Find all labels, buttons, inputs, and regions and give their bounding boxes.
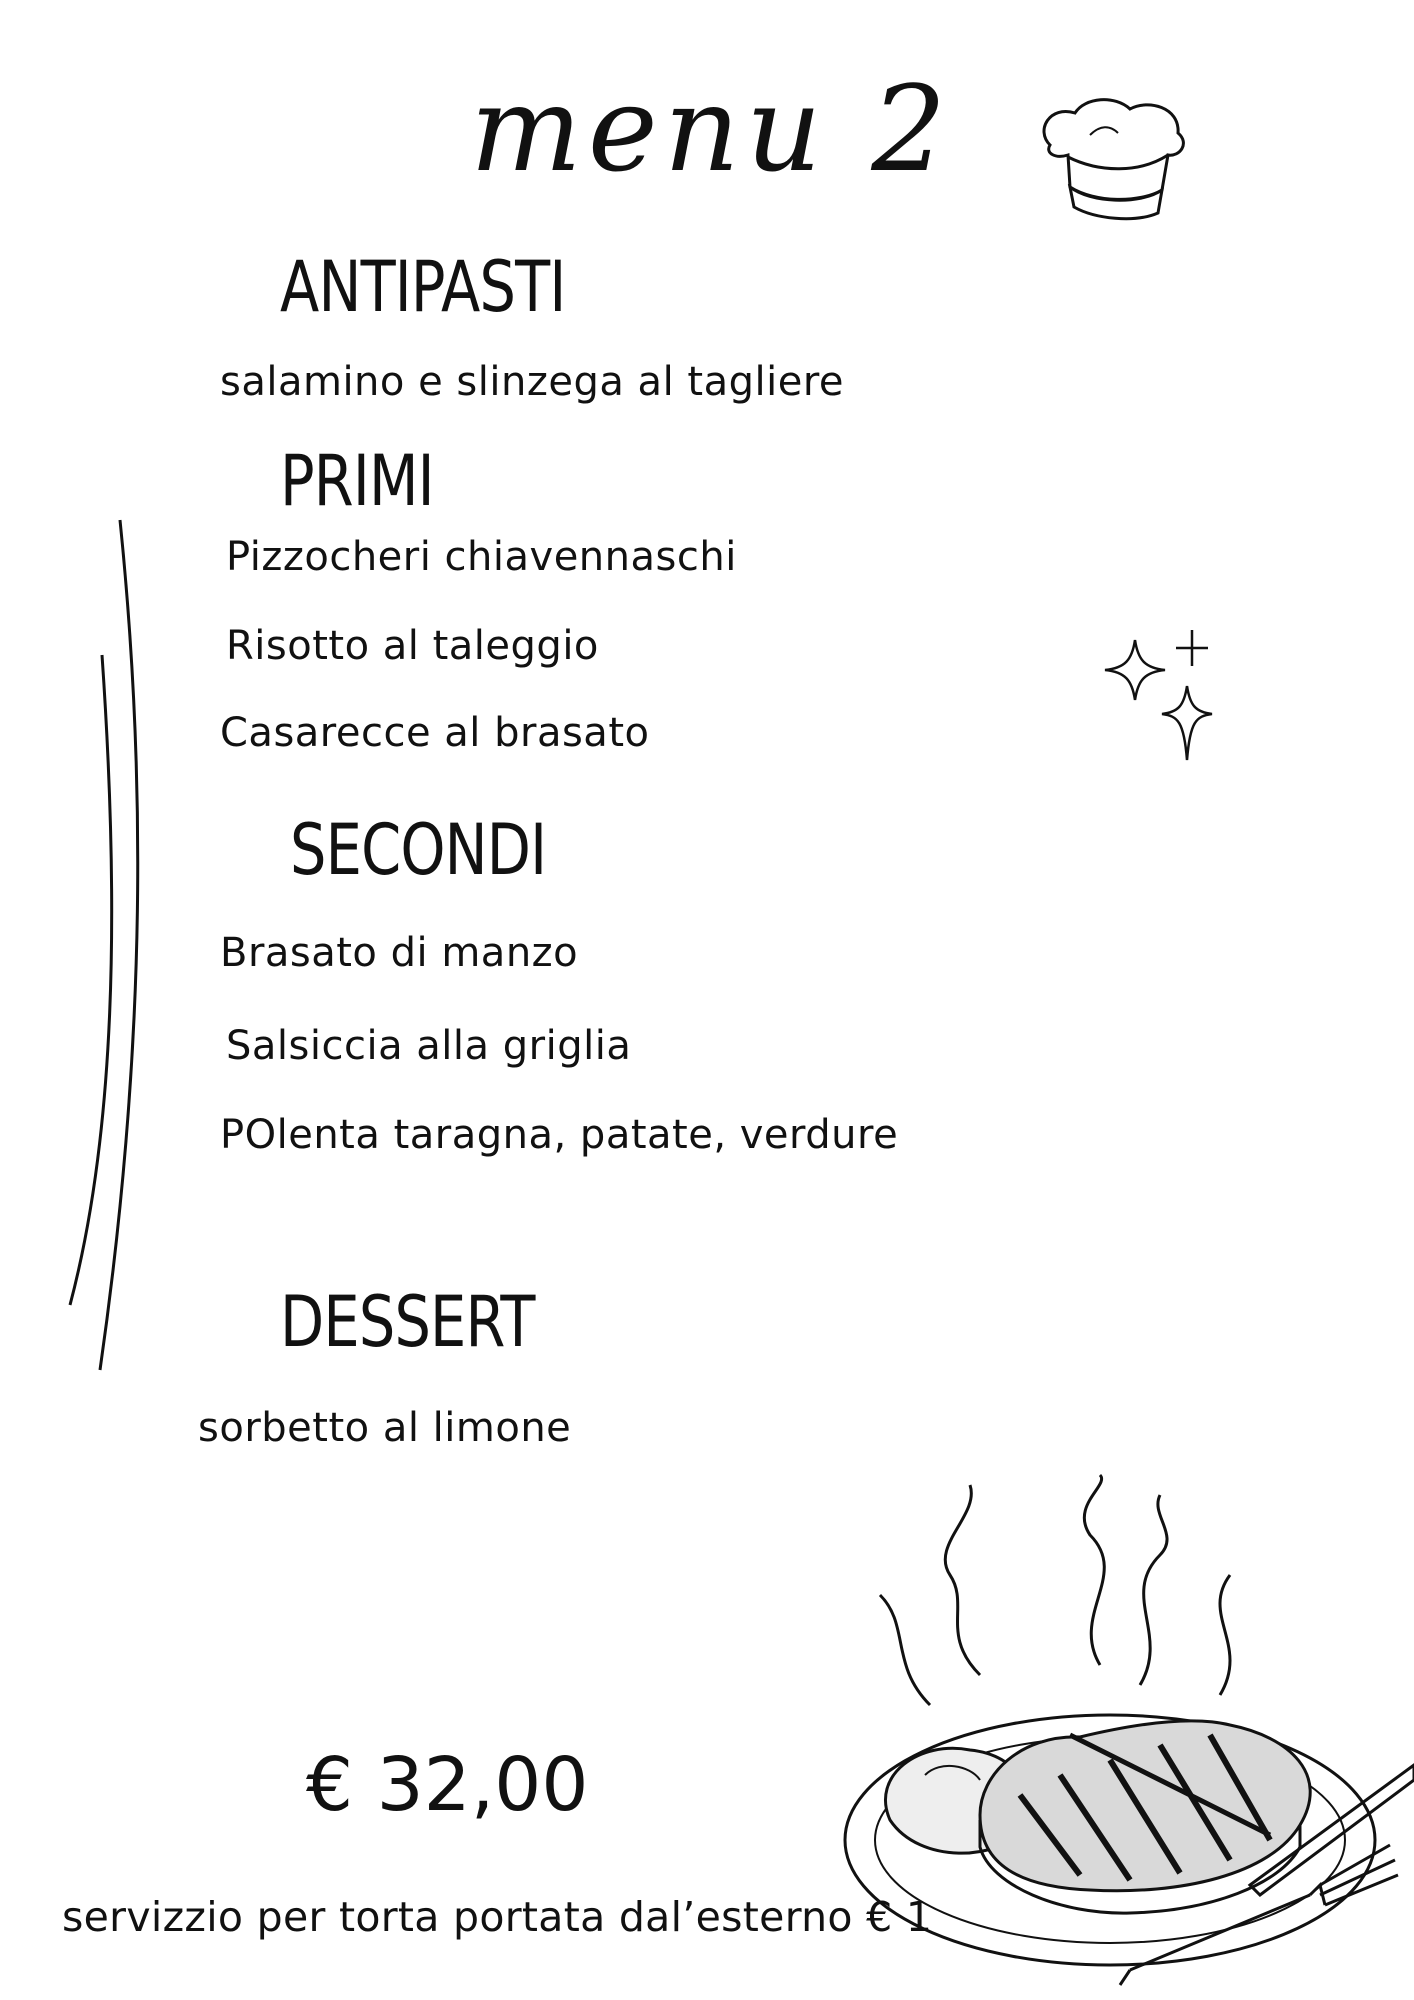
chef-hat-icon — [1030, 95, 1200, 220]
list-item: Brasato di manzo — [220, 930, 579, 976]
menu-title: menu 2 — [470, 60, 953, 198]
list-item: POlenta taragna, patate, verdure — [220, 1112, 899, 1158]
sparkles-icon — [1100, 630, 1220, 760]
steak-plate-illustration — [830, 1475, 1414, 2000]
list-item: Pizzocheri chiavennaschi — [226, 534, 737, 580]
margin-lines — [60, 515, 150, 1375]
list-item: Risotto al taleggio — [226, 623, 599, 669]
list-item: Casarecce al brasato — [220, 710, 650, 756]
section-dessert-title: DESSERT — [280, 1281, 535, 1363]
list-item: sorbetto al limone — [198, 1405, 572, 1451]
list-item: Salsiccia alla griglia — [226, 1023, 632, 1069]
section-primi-title: PRIMI — [280, 440, 434, 522]
section-antipasti-title: ANTIPASTI — [280, 246, 566, 328]
service-note: servizzio per torta portata dal’esterno € 1 — [62, 1893, 933, 1941]
section-secondi-title: SECONDI — [290, 809, 547, 891]
list-item: salamino e slinzega al tagliere — [220, 359, 844, 405]
menu-price: € 32,00 — [306, 1742, 589, 1828]
